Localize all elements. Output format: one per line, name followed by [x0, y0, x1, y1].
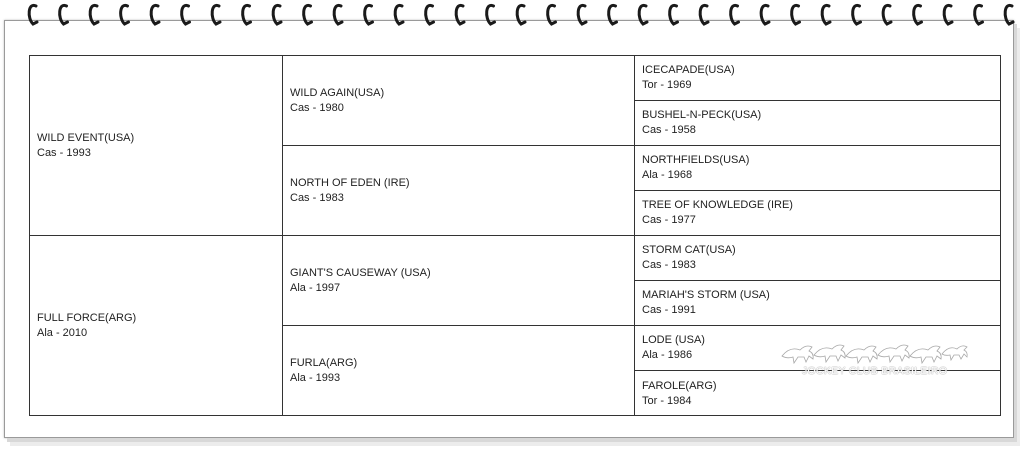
great-grandparent-cell[interactable]	[635, 236, 1000, 281]
sire-cell[interactable]	[30, 56, 283, 236]
great-grandparent-name: FAROLE(ARG)	[642, 379, 717, 392]
great-grandparent-name: TREE OF KNOWLEDGE (IRE)	[642, 199, 793, 211]
grandparent-info: Ala - 1997	[290, 281, 341, 294]
great-grandparent-info: Cas - 1983	[642, 259, 696, 271]
dam-info: Ala - 2010	[37, 327, 88, 339]
great-grandparent-cell[interactable]	[635, 56, 1000, 101]
great-grandparent-info: Cas - 1977	[642, 214, 696, 226]
great-grandparent-cell[interactable]	[635, 281, 1000, 326]
dam-name: FULL FORCE(ARG)	[37, 312, 137, 324]
great-grandparent-name: MARIAH'S STORM (USA)	[642, 289, 770, 301]
great-grandparent-name: ICECAPADE(USA)	[642, 64, 735, 76]
grandparent-name: GIANT'S CAUSEWAY (USA)	[290, 266, 431, 279]
great-grandparent-name: NORTHFIELDS(USA)	[642, 154, 750, 166]
great-grandparent-cell[interactable]	[635, 191, 1000, 236]
great-grandparent-info: Cas - 1991	[642, 304, 696, 316]
great-grandparent-cell[interactable]	[635, 101, 1000, 146]
grandparent-name: NORTH OF EDEN (IRE)	[290, 176, 410, 189]
grandparent-info: Ala - 1993	[290, 372, 341, 384]
great-grandparent-name: BUSHEL-N-PECK(USA)	[642, 109, 762, 121]
great-grandparent-name: LODE (USA)	[642, 334, 705, 346]
grandparent-info: Cas - 1980	[290, 101, 344, 114]
great-grandparent-info: Tor - 1984	[642, 394, 692, 407]
grandparent-info: Cas - 1983	[290, 191, 344, 204]
grandparent-name: WILD AGAIN(USA)	[290, 86, 385, 99]
great-grandparent-info: Ala - 1968	[642, 169, 693, 181]
great-grandparent-info: Tor - 1969	[642, 79, 692, 91]
grandparent-name: FURLA(ARG)	[290, 357, 358, 369]
great-grandparent-cell[interactable]	[635, 371, 1000, 416]
grandparent-cell[interactable]	[283, 236, 635, 326]
grandparent-cell[interactable]	[283, 326, 635, 416]
great-grandparent-cell[interactable]	[635, 146, 1000, 191]
watermark-text: JOCKEY CLUB BRASILEIRO	[802, 365, 948, 377]
pedigree-table	[29, 55, 1001, 416]
great-grandparent-info: Cas - 1958	[642, 124, 696, 136]
sire-name: WILD EVENT(USA)	[37, 131, 135, 144]
sire-info: Cas - 1993	[37, 146, 91, 159]
grandparent-cell[interactable]	[283, 56, 635, 146]
dam-cell[interactable]	[30, 236, 283, 416]
great-grandparent-cell[interactable]	[635, 326, 1000, 371]
great-grandparent-info: Ala - 1986	[642, 349, 693, 361]
great-grandparent-name: STORM CAT(USA)	[642, 244, 736, 256]
grandparent-cell[interactable]	[283, 146, 635, 236]
